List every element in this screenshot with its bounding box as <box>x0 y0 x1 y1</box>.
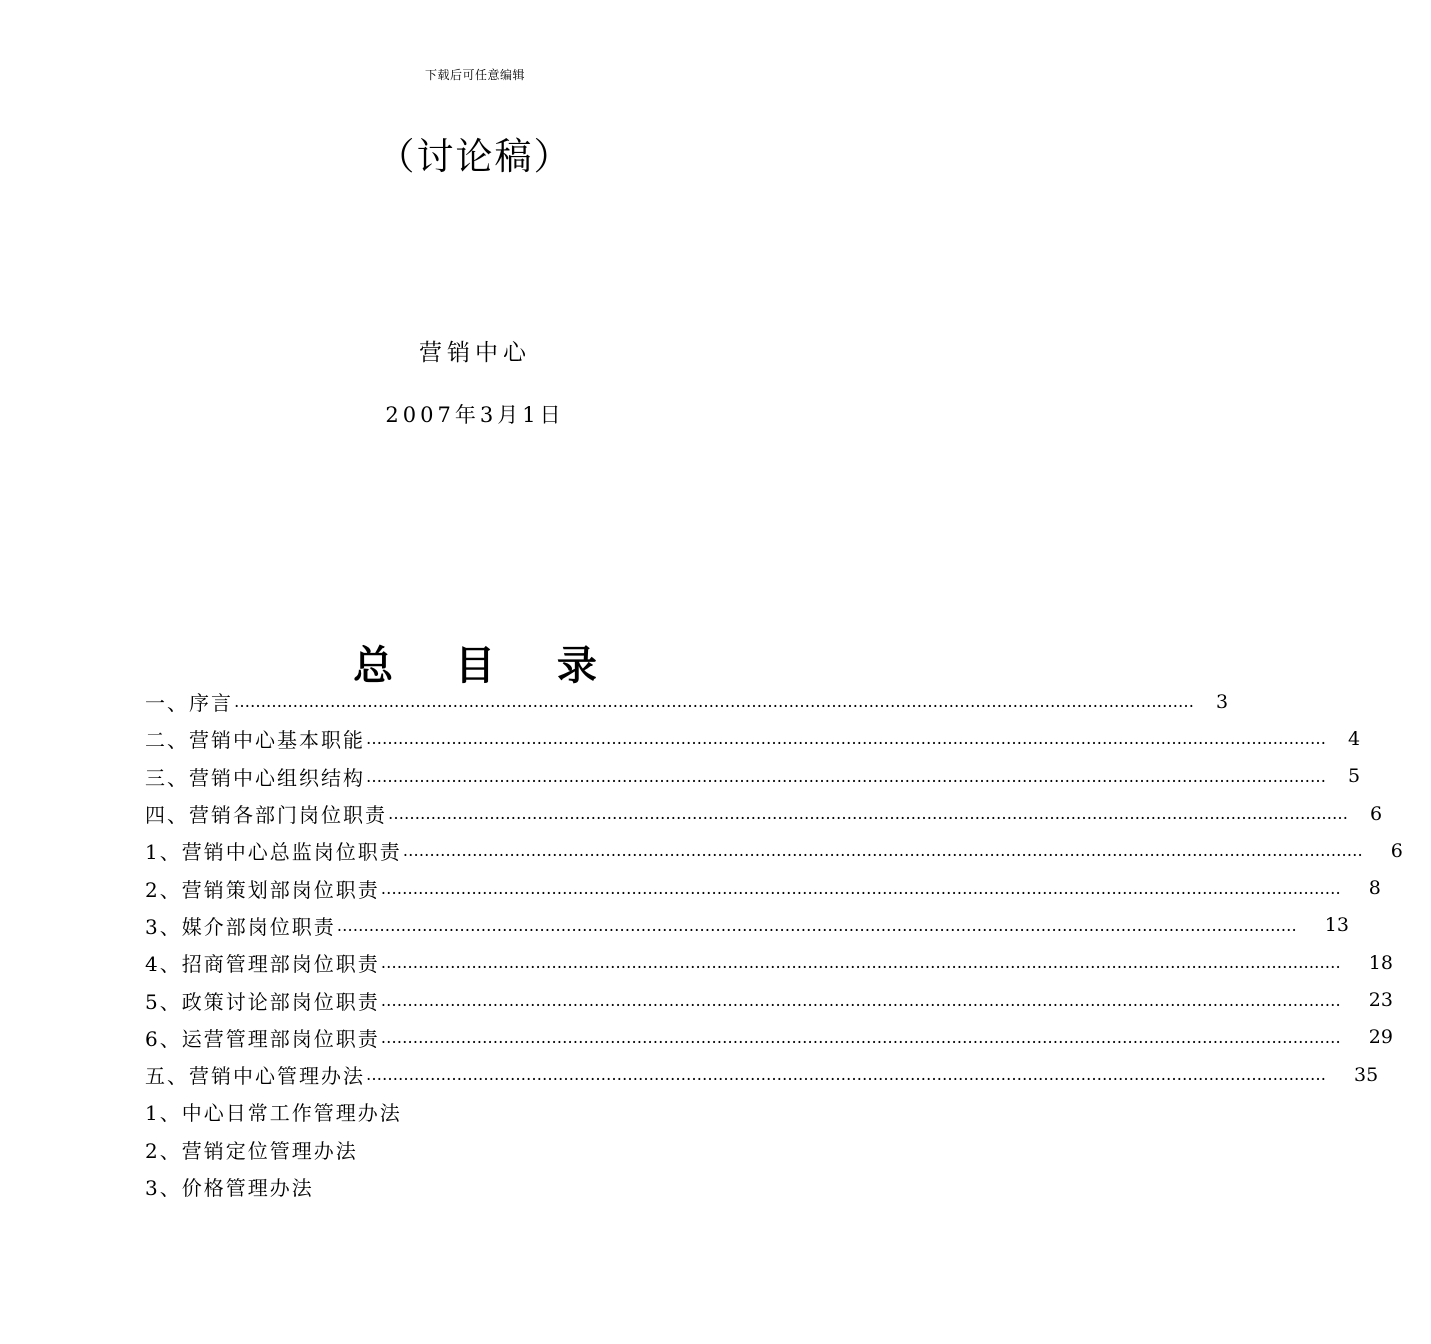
toc-page-number: 35 <box>1354 1063 1379 1086</box>
toc-page-number: 3 <box>1216 690 1229 713</box>
toc-entry-text: 五、营销中心管理办法 <box>145 1064 365 1089</box>
toc-entry[interactable] <box>145 832 1403 869</box>
toc-title: 总 目 录 <box>353 643 621 689</box>
toc-entry[interactable] <box>145 907 1349 944</box>
toc-page-number: 4 <box>1348 727 1361 750</box>
toc-entry[interactable] <box>145 869 1381 906</box>
toc-leader-dots: ……………………………………………………………………………………………………………………………………………………………… <box>380 990 1341 1010</box>
toc-entry[interactable] <box>145 1019 1393 1056</box>
toc-entry-text: 四、营销各部门岗位职责 <box>145 803 387 828</box>
toc-entry[interactable] <box>145 944 1393 981</box>
toc-page-number: 29 <box>1368 1026 1393 1049</box>
toc-leader-dots: ……………………………………………………………………………………………………………………………………………………………… <box>380 1027 1341 1047</box>
toc-entry[interactable] <box>145 795 1383 832</box>
toc-page-number: 13 <box>1324 914 1349 937</box>
toc-entry-text: 2、营销定位管理办法 <box>145 1138 358 1163</box>
toc-page-number: 23 <box>1368 989 1393 1012</box>
toc-entry-text: 3、媒介部岗位职责 <box>145 914 336 939</box>
toc-entry[interactable] <box>145 683 1229 720</box>
document-date: 2007年3月1日 <box>385 403 565 427</box>
toc-entry-text: 1、中心日常工作管理办法 <box>145 1101 402 1126</box>
toc-entry[interactable] <box>145 758 1361 795</box>
toc-leader-dots: ……………………………………………………………………………………………………………………………………………………………… <box>366 766 1326 786</box>
toc-entry-text: 三、营销中心组织结构 <box>145 765 365 790</box>
toc-leader-dots: ……………………………………………………………………………………………………………………………………………………………… <box>402 841 1363 861</box>
toc-entry-text: 1、营销中心总监岗位职责 <box>145 840 402 865</box>
toc-entry[interactable] <box>145 1131 810 1168</box>
toc-page-number: 5 <box>1348 765 1361 788</box>
toc-leader-dots: ……………………………………………………………………………………………………………………………………………………………… <box>234 692 1194 712</box>
toc-entry[interactable] <box>145 1093 810 1130</box>
toc-leader-dots: ……………………………………………………………………………………………………………………………………………………………… <box>336 915 1297 935</box>
toc-entry-text: 5、政策讨论部岗位职责 <box>145 989 380 1014</box>
toc-entry-text: 6、运营管理部岗位职责 <box>145 1026 380 1051</box>
toc-entry[interactable] <box>145 981 1393 1018</box>
toc-page-number: 8 <box>1368 877 1381 900</box>
header-note: 下载后可任意编辑 <box>424 68 525 82</box>
table-of-contents <box>145 683 1403 1205</box>
draft-label: （讨论稿） <box>377 135 573 178</box>
toc-page-number: 6 <box>1390 839 1403 862</box>
toc-page-number: 18 <box>1368 951 1393 974</box>
toc-entry-text: 二、营销中心基本职能 <box>145 728 365 753</box>
toc-leader-dots: ……………………………………………………………………………………………………………………………………………………………… <box>366 729 1326 749</box>
toc-entry-text: 一、序言 <box>145 691 233 716</box>
toc-entry-text: 2、营销策划部岗位职责 <box>145 877 380 902</box>
toc-leader-dots: ……………………………………………………………………………………………………………………………………………………………… <box>380 878 1341 898</box>
toc-page-number: 6 <box>1370 802 1383 825</box>
toc-entry-text: 4、招商管理部岗位职责 <box>145 952 380 977</box>
toc-leader-dots: ……………………………………………………………………………………………………………………………………………………………… <box>366 1065 1326 1085</box>
toc-entry-text: 3、价格管理办法 <box>145 1176 314 1200</box>
toc-entry[interactable] <box>145 1168 810 1205</box>
toc-entry[interactable] <box>145 720 1361 757</box>
toc-leader-dots: ……………………………………………………………………………………………………………………………………………………………… <box>388 804 1348 824</box>
toc-leader-dots: ……………………………………………………………………………………………………………………………………………………………… <box>380 953 1341 973</box>
toc-entry[interactable] <box>145 1056 1379 1093</box>
organization-name: 营销中心 <box>419 340 531 366</box>
